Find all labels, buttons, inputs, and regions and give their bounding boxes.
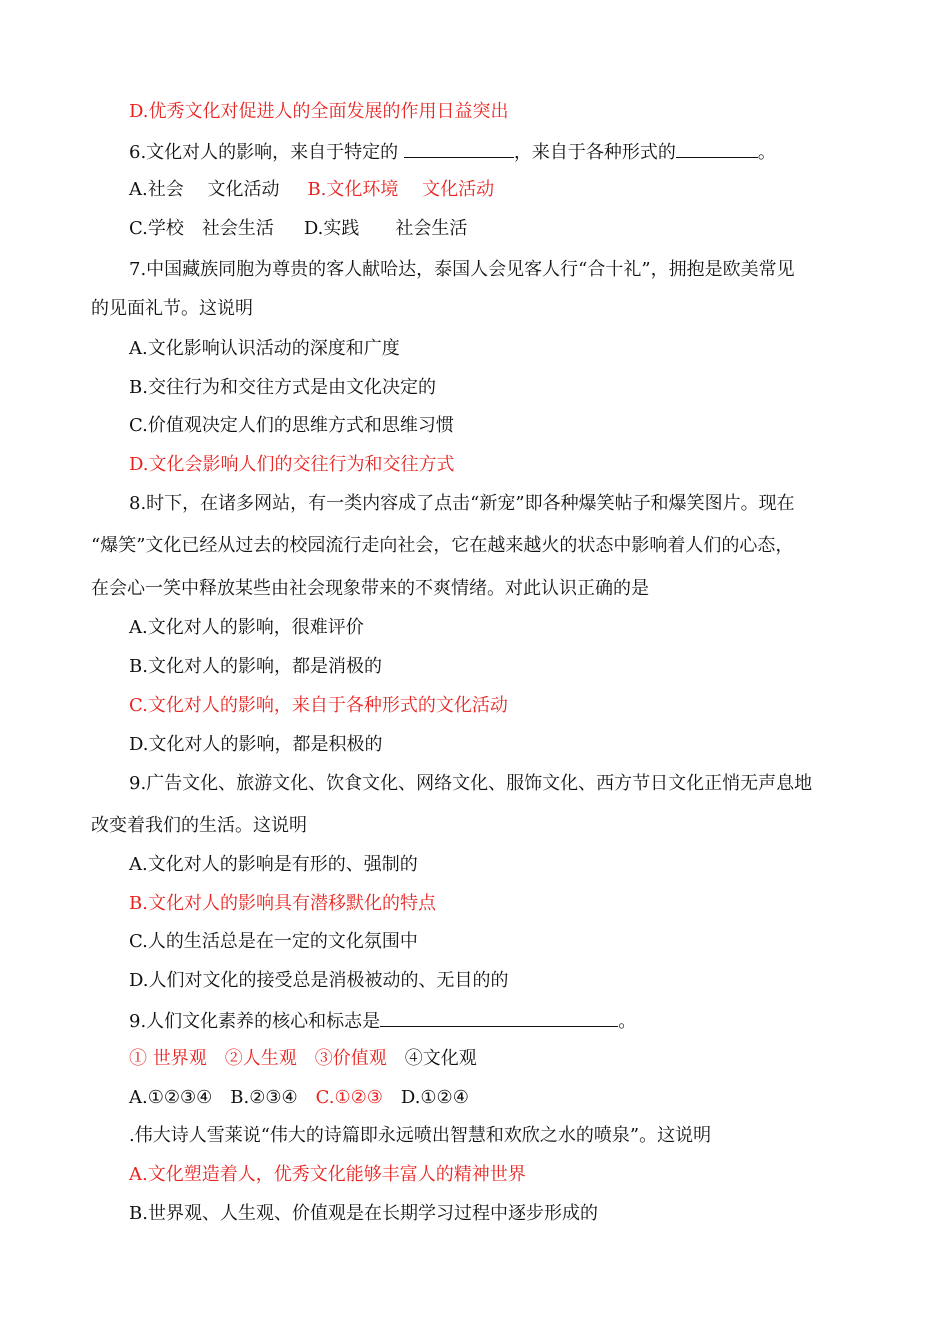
answer-blank [676,139,758,158]
q6-option-c: C.学校 社会生活 [129,218,274,239]
q10-item-4: ④文化观 [404,1048,477,1069]
q10-option-ab: A.①②③④ B.②③④ [129,1087,316,1108]
q9-stem-line-2: 改变着我们的生活。这说明 [91,815,307,836]
q8-option-b: B.文化对人的影响，都是消极的 [129,656,382,677]
q7-option-d: D.文化会影响人们的交往行为和交往方式 [129,454,455,475]
q11-option-a: A.文化塑造着人，优秀文化能够丰富人的精神世界 [129,1164,526,1185]
stem-text: 6.文化对人的影响，来自于特定的 [129,142,404,163]
q11-stem: .伟大诗人雪莱说“伟大的诗篇即永远喷出智慧和欢欣之水的喷泉”。这说明 [129,1125,712,1146]
q6-option-b: B.文化环境 文化活动 [307,179,495,200]
q6-stem [129,139,776,163]
q7-option-b: B.交往行为和交往方式是由文化决定的 [129,377,436,398]
q7-stem-line-2: 的见面礼节。这说明 [91,298,253,319]
q8-option-d: D.文化对人的影响，都是积极的 [129,734,383,755]
q8-stem-line-2: “爆笑”文化已经从过去的校园流行走向社会，它在越来越火的状态中影响着人们的心态， [91,535,794,556]
q10-stem: 9.人们文化素养的核心和标志是 。 [129,1008,636,1032]
q10-options [129,1086,469,1110]
q7-option-a: A.文化影响认识活动的深度和广度 [129,338,400,359]
q10-option-c: C.①②③ [315,1087,383,1108]
q10-items-answer: ① 世界观 ②人生观 ③价值观 [129,1048,405,1069]
q7-option-c: C.价值观决定人们的思维方式和思维习惯 [129,415,454,436]
q9-option-c: C.人的生活总是在一定的文化氛围中 [129,931,418,952]
stem-text: 。 [757,142,776,163]
q7-stem-line-1: 7.中国藏族同胞为尊贵的客人献哈达，泰国人会见客人行“合十礼”，拥抱是欧美常见 [129,259,795,280]
q8-stem-line-3: 在会心一笑中释放某些由社会现象带来的不爽情绪。对此认识正确的是 [91,578,649,599]
q11-option-b: B.世界观、人生观、价值观是在长期学习过程中逐步形成的 [129,1203,598,1224]
option-text: D.优秀文化对促进人的全面发展的作用日益突出 [129,101,509,122]
q10-items [129,1047,477,1071]
q8-stem-line-1: 8.时下，在诸多网站，有一类内容成了点击“新宠”即各种爆笑帖子和爆笑图片。现在 [129,493,795,514]
q6-option-d: D.实践 社会生活 [303,218,468,239]
q8-option-a: A.文化对人的影响，很难评价 [129,617,364,638]
q8-option-c: C.文化对人的影响，来自于各种形式的文化活动 [129,695,508,716]
q6-options-ab [129,178,494,202]
q9-option-d: D.人们对文化的接受总是消极被动的、无目的的 [129,970,509,991]
q9-option-b: B.文化对人的影响具有潜移默化的特点 [129,893,436,914]
stem-text: ，来自于各种形式的 [513,142,676,163]
answer-blank [380,1008,618,1027]
q6-option-a: A.社会 文化活动 [129,179,280,200]
q5-option-d [129,100,509,124]
q6-options-cd [129,217,467,241]
answer-blank [404,139,514,158]
q9-stem-line-1: 9.广告文化、旅游文化、饮食文化、网络文化、服饰文化、西方节日文化正悄无声息地 [129,773,813,794]
q10-option-d: D.①②④ [382,1087,469,1108]
q9-option-a: A.文化对人的影响是有形的、强制的 [129,854,418,875]
